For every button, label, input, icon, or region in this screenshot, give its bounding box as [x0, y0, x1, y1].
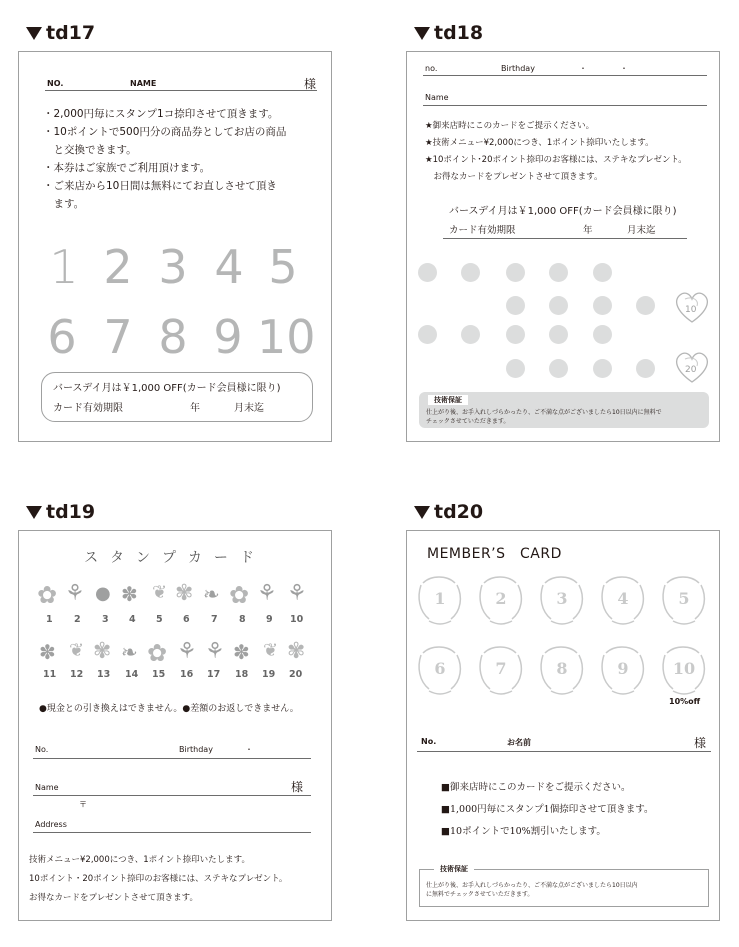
info-line: ★御来店時にこのカードをご提示ください。	[425, 121, 595, 131]
ornament-stamp	[600, 645, 646, 695]
stamp-dot	[461, 325, 480, 344]
triangle-icon	[414, 506, 430, 519]
triangle-icon	[26, 27, 42, 40]
stamp-number: 3	[102, 614, 109, 625]
expiry-underline	[443, 238, 687, 239]
sama-label: 様	[291, 780, 304, 794]
stamp-number: 7	[211, 614, 218, 625]
flower-icon: ✿	[229, 581, 250, 609]
stamp-number: 7	[495, 659, 507, 678]
expiry-year: 年	[583, 225, 593, 236]
flower-icon: ✿	[147, 639, 168, 667]
warranty-title: 技術保証	[428, 395, 468, 405]
ornament-stamp	[478, 575, 524, 625]
stamp-dot	[549, 263, 568, 282]
heart-icon	[673, 290, 711, 324]
stamp-dot	[418, 263, 437, 282]
info-list	[29, 851, 329, 908]
stamp-number: 1	[46, 614, 53, 625]
ornament-stamp	[600, 575, 646, 625]
info-line: ■御来店時にこのカードをご提示ください。	[441, 782, 631, 793]
stamp-number: 15	[152, 669, 166, 680]
triangle-icon	[414, 27, 430, 40]
flower-icon: ✾	[287, 639, 306, 664]
expiry-label: カード有効期限	[53, 403, 123, 414]
stamp-dot	[593, 296, 612, 315]
stamp-dot	[549, 325, 568, 344]
stamp-number: 9	[266, 614, 273, 625]
rule-line: ・本券はご家族でご利用頂けます。	[43, 162, 211, 174]
stamp-number: 9	[617, 659, 629, 678]
stamp-dot	[461, 263, 480, 282]
stamp-dot	[636, 359, 655, 378]
info-line: ■10ポイントで10%割引いたします。	[441, 826, 606, 837]
leaf-icon: ❧	[203, 582, 220, 606]
birthday-offer: バースデイ月は￥1,000 OFF(カード会員様に限り)	[53, 383, 281, 394]
card-td19	[18, 530, 332, 921]
stamp-number: 1	[434, 589, 446, 608]
info-line: 技術メニュー¥2,000につき、1ポイント捺印いたします。	[29, 855, 250, 865]
stamp-dot	[636, 296, 655, 315]
flower-icon: ✾	[93, 639, 112, 664]
stamp-number: 19	[262, 669, 276, 680]
ornament-stamp	[417, 575, 463, 625]
heart-number: 20	[685, 365, 697, 375]
stamp-dot	[418, 325, 437, 344]
address-label: Address	[35, 820, 67, 829]
name-underline	[33, 795, 311, 796]
expiry-year: 年	[190, 403, 200, 414]
sprig-icon: ⚘	[257, 581, 277, 606]
info-line: ★10ポイント･20ポイント捺印のお客様には、ステキなプレゼント。	[425, 155, 687, 165]
card-title: スタンプカード	[84, 550, 266, 566]
birthday-underline	[33, 758, 311, 759]
stamp-number: 10	[290, 614, 304, 625]
stamp-dot	[593, 325, 612, 344]
ornament-stamp	[478, 645, 524, 695]
stamp-number: 8	[158, 310, 188, 364]
section-label-td19: td19	[26, 501, 95, 523]
card-title: MEMBER’S CARD	[427, 546, 562, 562]
stamp-number: 5	[156, 614, 163, 625]
stamp-number: 8	[239, 614, 246, 625]
rule-line: ます。	[43, 198, 85, 210]
birthday-label: Birthday	[179, 745, 213, 754]
no-label: No.	[421, 737, 437, 746]
info-list	[425, 118, 719, 186]
info-list	[441, 777, 721, 843]
ornament-stamp	[539, 645, 585, 695]
rule-line: と交換できます。	[43, 144, 137, 156]
no-label: No.	[35, 745, 49, 754]
name-label: お名前	[507, 738, 531, 747]
warranty-box	[419, 392, 709, 428]
birthday-offer: バースデイ月は￥1,000 OFF(カード会員様に限り)	[449, 206, 677, 217]
stamp-number: 6	[434, 659, 446, 678]
ornament-stamp	[417, 645, 463, 695]
card-td18	[406, 51, 720, 442]
heart-icon	[673, 350, 711, 384]
stamp-number: 4	[617, 589, 629, 608]
expiry-month-end: 月末迄	[627, 225, 656, 236]
date-separator: ・	[579, 64, 587, 73]
sprig-icon: ⚘	[65, 581, 85, 606]
stamp-number: 3	[158, 240, 188, 294]
sama-label: 様	[694, 736, 707, 750]
stamp-dot	[549, 296, 568, 315]
name-underline	[45, 90, 317, 91]
postal-mark: 〒	[79, 800, 87, 809]
stamp-dot	[506, 359, 525, 378]
flower-icon: ✽	[39, 640, 56, 664]
ornament-stamp	[661, 575, 707, 625]
rule-line: ・ご来店から10日間は無料にてお直しさせて頂き	[43, 180, 277, 192]
warranty-text: 仕上がり後、お手入れしづらかったり、ご不満な点がございましたら10日以内に無料で	[426, 409, 662, 416]
info-line: お得なカードをプレゼントさせて頂きます。	[29, 893, 198, 903]
stamp-dot	[593, 263, 612, 282]
warranty-box	[419, 865, 709, 907]
flower-icon: ✿	[37, 581, 58, 609]
sprig-icon: ⚘	[205, 639, 225, 664]
stamp-number: 6	[47, 310, 77, 364]
flower-icon: ✾	[175, 581, 194, 606]
leaf-icon: ❧	[121, 640, 138, 664]
info-line: ★技術メニュー¥2,000につき、1ポイント捺印いたします。	[425, 138, 654, 148]
date-separator: ・	[620, 64, 628, 73]
expiry-label: カード有効期限	[449, 225, 516, 236]
rules-list	[43, 105, 333, 213]
name-underline	[423, 105, 707, 106]
stamp-dot	[549, 359, 568, 378]
triangle-icon	[26, 506, 42, 519]
stamp-number: 2	[103, 240, 133, 294]
warranty-text: 仕上がり後、お手入れしづらかったり、ご不満な点がございましたら10日以内	[426, 882, 638, 889]
expiry-month-end: 月末迄	[234, 403, 264, 414]
stamp-number: 5	[678, 589, 690, 608]
info-line: ■1,000円毎にスタンプ1個捺印させて頂きます。	[441, 804, 654, 815]
birthday-underline	[423, 75, 707, 76]
heart-number: 10	[685, 305, 697, 315]
stamp-dot	[506, 263, 525, 282]
leaf-icon: ●	[95, 583, 111, 604]
flower-icon: ✽	[121, 582, 138, 606]
stamp-dot	[506, 296, 525, 315]
stamp-number: 13	[97, 669, 111, 680]
stamp-number: 10	[257, 310, 316, 364]
stamp-number: 14	[125, 669, 139, 680]
card-td20	[406, 530, 720, 921]
stamp-number: 4	[214, 240, 244, 294]
discount-label: 10%off	[669, 697, 701, 706]
card-td17	[18, 51, 332, 442]
stamp-number: 18	[235, 669, 249, 680]
sprig-icon: ⚘	[287, 581, 307, 606]
stamp-number: 7	[103, 310, 133, 364]
section-label-td18: td18	[414, 22, 483, 44]
name-label: NAME	[130, 79, 157, 88]
stamp-dot	[593, 359, 612, 378]
stamp-number: 20	[289, 669, 303, 680]
section-label-td17: td17	[26, 22, 95, 44]
stamp-number: 16	[180, 669, 194, 680]
rule-line: ・2,000円毎にスタンプ1コ捺印させて頂きます。	[43, 108, 279, 120]
stamp-number: 11	[43, 669, 57, 680]
stamp-number: 9	[213, 310, 243, 364]
stamp-dot	[506, 325, 525, 344]
info-line: お得なカードをプレゼントさせて頂きます。	[425, 172, 603, 182]
warranty-text: チェックさせていただきます。	[426, 418, 510, 425]
stamp-number: 3	[556, 589, 568, 608]
flower-icon: ✽	[233, 640, 250, 664]
flower-icons-row	[35, 639, 325, 667]
sprig-icon: ⚘	[177, 639, 197, 664]
notice: ●現金との引き換えはできません。●差額のお返しできません。	[39, 704, 299, 714]
name-label: Name	[425, 93, 449, 102]
ornament-stamp	[539, 575, 585, 625]
birthday-box	[41, 372, 313, 422]
name-underline	[417, 751, 711, 752]
warranty-title: 技術保証	[434, 864, 474, 874]
section-label-td20: td20	[414, 501, 483, 523]
ornament-stamp	[661, 645, 707, 695]
rule-line: ・10ポイントで500円分の商品券としてお店の商品	[43, 126, 287, 138]
stamp-number: 1	[49, 240, 79, 294]
stamp-number: 6	[183, 614, 190, 625]
no-label: NO.	[47, 79, 64, 88]
stamp-number: 12	[70, 669, 84, 680]
date-separator: ・	[245, 745, 253, 754]
stamp-number: 17	[207, 669, 221, 680]
stamp-number: 2	[495, 589, 507, 608]
address-underline	[33, 832, 311, 833]
stamp-number: 10	[672, 659, 696, 678]
stamp-number: 8	[556, 659, 568, 678]
stamp-number: 4	[129, 614, 136, 625]
warranty-text: に無料でチェックさせていただきます。	[426, 891, 534, 898]
stamp-number: 2	[74, 614, 81, 625]
bud-icon: ❦	[263, 640, 279, 661]
name-label: Name	[35, 783, 59, 792]
flower-icons-row	[35, 581, 325, 609]
sama-label: 様	[304, 77, 317, 91]
bud-icon: ❦	[69, 640, 85, 661]
stamp-number: 5	[268, 240, 298, 294]
no-label: no.	[425, 64, 438, 73]
info-line: 10ポイント・20ポイント捺印のお客様には、ステキなプレゼント。	[29, 874, 288, 884]
bud-icon: ❦	[152, 582, 168, 603]
birthday-label: Birthday	[501, 64, 535, 73]
